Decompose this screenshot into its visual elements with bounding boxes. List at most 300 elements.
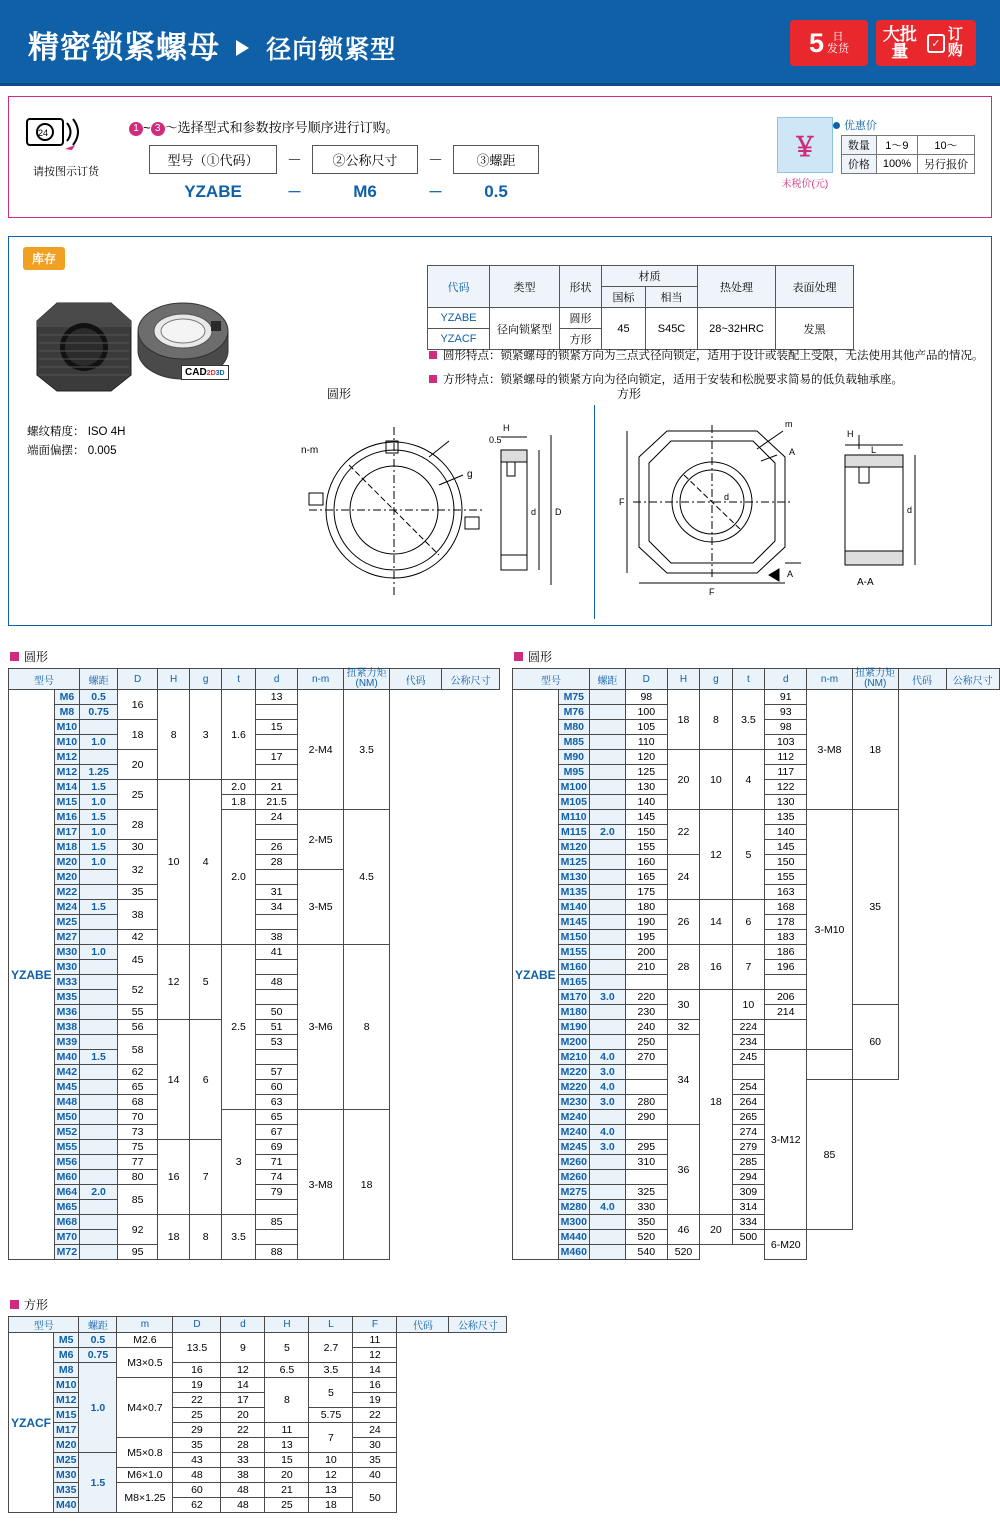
cell-D [625, 1170, 667, 1185]
cell-pitch [80, 1245, 118, 1260]
cell-d [256, 990, 298, 1005]
cell-size: M6 [54, 1348, 79, 1363]
table-row [513, 1140, 1000, 1155]
cell-F: 40 [353, 1468, 397, 1483]
cell-pitch [80, 1125, 118, 1140]
cell-d: 9 [221, 1333, 265, 1363]
table-row [9, 780, 500, 795]
cell-d: 26 [256, 840, 298, 855]
cell-pitch: 1.5 [80, 900, 118, 915]
cell-d: 65 [256, 1110, 298, 1125]
table-row [9, 795, 500, 810]
cell-nm: 2-M4 [298, 690, 344, 810]
cell-pitch: 4.0 [589, 1080, 625, 1095]
material-table [427, 265, 854, 350]
mat-header-type: 类型 [490, 266, 560, 308]
cell-D: 140 [625, 795, 667, 810]
cell-pitch: 3.0 [589, 1095, 625, 1110]
cell-F: 16 [353, 1378, 397, 1393]
cell-H: 8 [265, 1378, 309, 1423]
th-H: H [265, 1317, 309, 1333]
cell-D: 16 [118, 690, 158, 720]
svg-text:0.5: 0.5 [489, 435, 502, 445]
cell-size: M25 [54, 1453, 79, 1468]
cell-F: 14 [353, 1363, 397, 1378]
cell-d: 13 [256, 690, 298, 705]
th-d: d [765, 669, 807, 690]
cell-size: M165 [558, 975, 589, 990]
cell-g: 7 [190, 1140, 222, 1215]
cell-size: M120 [558, 840, 589, 855]
cell-D: 290 [625, 1110, 667, 1125]
cell-size: M10 [54, 735, 79, 750]
cell-pitch [80, 1005, 118, 1020]
cell-D: 130 [625, 780, 667, 795]
price-value-header: 价格 [841, 155, 876, 174]
cell-D: 43 [173, 1453, 221, 1468]
cell-size: M20 [54, 1438, 79, 1453]
feature-bullet-square [429, 371, 989, 389]
cell-D: 330 [625, 1200, 667, 1215]
table-row [841, 136, 974, 155]
cell-pitch [589, 1230, 625, 1245]
cell-g: 20 [700, 1215, 732, 1245]
cell-F: 30 [353, 1438, 397, 1453]
cell-torque: 60 [852, 1005, 898, 1080]
thread-notes [27, 423, 125, 461]
discount-label-text: 优惠价 [843, 120, 877, 132]
th-t: t [732, 669, 765, 690]
cell-D: 35 [173, 1438, 221, 1453]
cell-g: 5 [190, 945, 222, 1020]
cell-d: 28 [221, 1438, 265, 1453]
cell-D: 19 [173, 1378, 221, 1393]
th-size: 公称尺寸 [946, 669, 999, 690]
cell-pitch [589, 765, 625, 780]
cell-size: M155 [558, 945, 589, 960]
cell-d: 140 [765, 825, 807, 840]
cell-d [256, 960, 298, 975]
cell-m: M4×0.7 [117, 1378, 173, 1438]
table-row [513, 1050, 1000, 1065]
cell-d: 135 [765, 810, 807, 825]
cell-L: 5 [309, 1378, 353, 1408]
cell-D: 45 [118, 945, 158, 975]
cell-size: M85 [558, 735, 589, 750]
cell-size: M95 [558, 765, 589, 780]
cell-D: 98 [625, 690, 667, 705]
cell-D: 75 [118, 1140, 158, 1155]
cell-D: 240 [625, 1020, 667, 1035]
cell-pitch [589, 870, 625, 885]
cell-pitch [589, 885, 625, 900]
round-table-right [512, 668, 1000, 1260]
cell-D: 145 [625, 810, 667, 825]
cell-g: 14 [700, 900, 732, 945]
cell-D: 73 [118, 1125, 158, 1140]
cell-size: M39 [54, 1035, 79, 1050]
cell-d [256, 915, 298, 930]
cell-L: 12 [309, 1468, 353, 1483]
table-row [513, 900, 1000, 915]
table-row [513, 1185, 1000, 1200]
table-row [9, 1215, 500, 1230]
th-g: g [190, 669, 222, 690]
cell-size: M20 [54, 870, 79, 885]
mat-heat-value: 28~32HRC [698, 308, 776, 350]
cell-H: 32 [667, 1020, 700, 1035]
cell-t: 3.5 [732, 690, 765, 750]
cell-size: M30 [54, 945, 79, 960]
cell-size: M460 [558, 1245, 589, 1260]
table-row [9, 1110, 500, 1125]
discount-label [833, 117, 975, 133]
th-d: d [221, 1317, 265, 1333]
svg-text:d: d [907, 505, 913, 515]
cell-d: 67 [256, 1125, 298, 1140]
cell-size: M150 [558, 930, 589, 945]
cell-H: 18 [667, 690, 700, 750]
cell-pitch [589, 855, 625, 870]
cell-t: 3 [222, 1110, 256, 1215]
cell-pitch: 2.0 [80, 1185, 118, 1200]
ship-days-badge [790, 20, 868, 66]
cell-H: 20 [265, 1468, 309, 1483]
cell-g: 12 [700, 810, 732, 900]
cell-d: 71 [256, 1155, 298, 1170]
cell-D: 13.5 [173, 1333, 221, 1363]
th-code: 代码 [390, 669, 442, 690]
th-model: 型号 [9, 1317, 79, 1333]
cell-size: M24 [54, 900, 79, 915]
svg-text:d: d [531, 507, 537, 517]
cell-size: M115 [558, 825, 589, 840]
cell-d: 15 [256, 720, 298, 735]
cell-size: M35 [54, 1483, 79, 1498]
cell-d [765, 975, 807, 990]
cell-pitch: 1.5 [80, 780, 118, 795]
cell-d: 294 [732, 1170, 765, 1185]
page-header [0, 0, 1000, 86]
cell-size: M52 [54, 1125, 79, 1140]
cell-nm: 3-M8 [807, 690, 853, 810]
cell-D: 38 [118, 900, 158, 930]
cell-d: 334 [732, 1215, 765, 1230]
svg-text:A-A: A-A [857, 577, 874, 588]
cell-pitch: 1.0 [80, 795, 118, 810]
cell-D: 18 [118, 720, 158, 750]
table-row [513, 1110, 1000, 1125]
page-title-main: 精密锁紧螺母 [28, 30, 220, 65]
cell-size: M12 [54, 750, 79, 765]
table-row [513, 1080, 1000, 1095]
svg-text:g: g [467, 469, 473, 480]
cell-size: M27 [54, 930, 79, 945]
bullet-square-icon [429, 375, 437, 383]
order-box-pitch[interactable]: ③螺距 [453, 145, 539, 174]
mat-header-material: 材质 [602, 266, 698, 287]
cad-download-badge[interactable] [181, 365, 229, 380]
cell-nm: 3-M5 [298, 870, 344, 945]
cell-d: 168 [765, 900, 807, 915]
cell-d: 93 [765, 705, 807, 720]
th-size: 公称尺寸 [442, 669, 500, 690]
section-square-icon [10, 1300, 19, 1309]
cell-size: M17 [54, 825, 79, 840]
round-table-right-block [512, 648, 1000, 1260]
cell-size: M125 [558, 855, 589, 870]
cell-L: 10 [309, 1453, 353, 1468]
cell-D: 520 [625, 1230, 667, 1245]
cell-pitch [589, 915, 625, 930]
cell-d: 22 [221, 1423, 265, 1438]
cell-pitch: 1.0 [80, 825, 118, 840]
cell-d: 38 [256, 930, 298, 945]
cell-d: 41 [256, 945, 298, 960]
table-row [841, 155, 974, 174]
cell-D: 100 [625, 705, 667, 720]
cell-size: M55 [54, 1140, 79, 1155]
cell-size: M60 [54, 1170, 79, 1185]
price-qty-header: 数量 [841, 136, 876, 155]
cell-d: 234 [732, 1035, 765, 1050]
price-qty-range-1: 1～9 [876, 136, 917, 155]
cell-d: 500 [732, 1230, 765, 1245]
cell-nm: 2-M5 [298, 810, 344, 870]
cell-D: 350 [625, 1215, 667, 1230]
cell-H: 34 [667, 1035, 700, 1125]
cell-d: 79 [256, 1185, 298, 1200]
cell-L: 2.7 [309, 1333, 353, 1363]
yen-caption: 未税价(元) [781, 179, 829, 190]
cell-size: M50 [54, 1110, 79, 1125]
table-row [513, 1020, 1000, 1035]
cell-d: 91 [765, 690, 807, 705]
cell-nm: 3-M6 [298, 945, 344, 1110]
cell-d: 520 [667, 1245, 700, 1260]
cell-t: 2.0 [222, 810, 256, 945]
cell-nm: 3-M12 [765, 1050, 807, 1230]
cell-d: 112 [765, 750, 807, 765]
cell-pitch [80, 720, 118, 735]
cell-pitch: 1.25 [80, 765, 118, 780]
cell-D [625, 1125, 667, 1140]
cell-D: 95 [118, 1245, 158, 1260]
cell-d: 186 [765, 945, 807, 960]
cell-size: M190 [558, 1020, 589, 1035]
cell-size: M48 [54, 1095, 79, 1110]
mat-header-xiangdang: 相当 [646, 287, 698, 308]
cell-F: 11 [353, 1333, 397, 1348]
cell-size: M100 [558, 780, 589, 795]
cell-g: 4 [190, 780, 222, 945]
cell-pitch [589, 1185, 625, 1200]
cell-pitch: 1.5 [80, 1050, 118, 1065]
cell-t: 10 [732, 990, 765, 1020]
cell-d: 31 [256, 885, 298, 900]
cell-H: 24 [667, 855, 700, 900]
cell-m: M8×1.25 [117, 1483, 173, 1513]
cell-size: M440 [558, 1230, 589, 1245]
cell-H: 11 [265, 1423, 309, 1438]
cell-size: M72 [54, 1245, 79, 1260]
cell-torque: 18 [344, 1110, 390, 1260]
cell-pitch [589, 900, 625, 915]
spec-band [8, 236, 992, 626]
row-code-YZABE: YZABE [9, 690, 55, 1260]
cell-d: 12 [221, 1363, 265, 1378]
cell-d: 57 [256, 1065, 298, 1080]
mat-shape-square: 方形 [560, 329, 602, 350]
cell-d: 274 [732, 1125, 765, 1140]
cell-pitch: 1.5 [79, 1453, 117, 1513]
cell-g: 8 [700, 690, 732, 750]
cell-size: M16 [54, 810, 79, 825]
cell-d [256, 1050, 298, 1065]
cell-d: 155 [765, 870, 807, 885]
cell-size: M220 [558, 1065, 589, 1080]
cell-pitch [80, 1095, 118, 1110]
cell-pitch [80, 1080, 118, 1095]
cell-D: 30 [118, 840, 158, 855]
table-row [9, 810, 500, 825]
cell-torque: 35 [852, 810, 898, 1005]
cell-size: M245 [558, 1140, 589, 1155]
cell-d: 14 [221, 1378, 265, 1393]
cell-size: M18 [54, 840, 79, 855]
cell-pitch: 1.0 [80, 735, 118, 750]
face-runout-note: 端面偏摆： 0.005 [27, 445, 117, 457]
cell-d [256, 735, 298, 750]
cell-pitch: 4.0 [589, 1050, 625, 1065]
cell-pitch: 4.0 [589, 1200, 625, 1215]
cell-size: M300 [558, 1215, 589, 1230]
cell-H: 46 [667, 1215, 700, 1245]
order-dash-1: － [287, 152, 303, 169]
cell-d: 28 [256, 855, 298, 870]
cell-pitch [589, 720, 625, 735]
cell-D: 25 [118, 780, 158, 810]
cell-L: 3.5 [309, 1363, 353, 1378]
row-code-yzacf: YZACF [9, 1333, 54, 1513]
cell-d: 69 [256, 1140, 298, 1155]
cell-pitch: 1.5 [80, 810, 118, 825]
cell-size: M240 [558, 1125, 589, 1140]
table-row [513, 750, 1000, 765]
cell-pitch [80, 990, 118, 1005]
cell-D: 25 [173, 1408, 221, 1423]
cell-d: 224 [732, 1020, 765, 1035]
cell-d: 48 [221, 1498, 265, 1513]
cell-t: 1.6 [222, 690, 256, 780]
order-box-size[interactable]: ②公称尺寸 [312, 145, 418, 174]
order-value-model: YZABE [184, 181, 242, 201]
cell-D: 180 [625, 900, 667, 915]
svg-text:n-m: n-m [301, 445, 319, 456]
cell-D: 210 [625, 960, 667, 975]
cell-size: M22 [54, 885, 79, 900]
cell-t: 2.0 [222, 780, 256, 795]
cell-pitch [589, 1020, 625, 1035]
cell-size: M75 [558, 690, 589, 705]
order-phone-block [23, 109, 109, 179]
cell-d [256, 870, 298, 885]
cell-size: M200 [558, 1035, 589, 1050]
order-box-model[interactable]: 型号（①代码） [149, 145, 277, 174]
cell-H: 30 [667, 990, 700, 1020]
cell-D: 42 [118, 930, 158, 945]
cell-size: M145 [558, 915, 589, 930]
cell-g: 18 [700, 990, 732, 1215]
mat-header-surface: 表面处理 [776, 266, 854, 308]
table-row [513, 1170, 1000, 1185]
cell-size: M12 [54, 1393, 79, 1408]
mat-type-value: 径向锁紧型 [490, 308, 560, 350]
bullet-square-icon [429, 351, 437, 359]
th-model: 型号 [513, 669, 590, 690]
cell-D: 60 [173, 1483, 221, 1498]
cell-D: 16 [173, 1363, 221, 1378]
cell-d: 145 [765, 840, 807, 855]
cell-D: 190 [625, 915, 667, 930]
cell-pitch [589, 1035, 625, 1050]
cell-size: M8 [54, 705, 79, 720]
square-table-block [8, 1296, 507, 1513]
square-drawing [609, 405, 979, 605]
cell-torque: 18 [852, 690, 898, 810]
cell-d [256, 825, 298, 840]
cell-D: 160 [625, 855, 667, 870]
cell-t: 4 [732, 750, 765, 810]
cell-D: 270 [625, 1050, 667, 1065]
cell-size: M260 [558, 1170, 589, 1185]
cell-d [256, 1230, 298, 1245]
cell-H: 28 [667, 945, 700, 990]
cell-pitch [80, 1215, 118, 1230]
cell-d: 103 [765, 735, 807, 750]
cell-D: 540 [625, 1245, 667, 1260]
cell-D [625, 975, 667, 990]
cell-D: 325 [625, 1185, 667, 1200]
cell-g: 3 [190, 690, 222, 780]
cell-size: M40 [54, 1050, 79, 1065]
cell-D: 62 [173, 1498, 221, 1513]
cell-pitch [589, 1245, 625, 1260]
cell-D: 29 [173, 1423, 221, 1438]
cell-D: 55 [118, 1005, 158, 1020]
svg-text:24: 24 [38, 128, 49, 138]
cell-d: 53 [256, 1035, 298, 1050]
order-note: 1 ~ 3 ～选择型式和参数按序号顺序进行订购。 [129, 117, 399, 136]
cell-pitch [80, 1140, 118, 1155]
cell-F: 24 [353, 1423, 397, 1438]
cell-d: 150 [765, 855, 807, 870]
cell-d: 51 [256, 1020, 298, 1035]
cell-size: M220 [558, 1080, 589, 1095]
cell-L: 18 [309, 1498, 353, 1513]
cell-d: 130 [765, 795, 807, 810]
cell-pitch [589, 1110, 625, 1125]
order-value-dash-2: － [428, 184, 444, 201]
cell-pitch [589, 750, 625, 765]
cell-d [256, 765, 298, 780]
cell-H: 5 [265, 1333, 309, 1363]
cell-d: 214 [765, 1005, 807, 1020]
phone-24h-icon [23, 109, 109, 153]
cell-d: 196 [765, 960, 807, 975]
cell-m: M2.6 [117, 1333, 173, 1348]
square-table [8, 1316, 507, 1513]
